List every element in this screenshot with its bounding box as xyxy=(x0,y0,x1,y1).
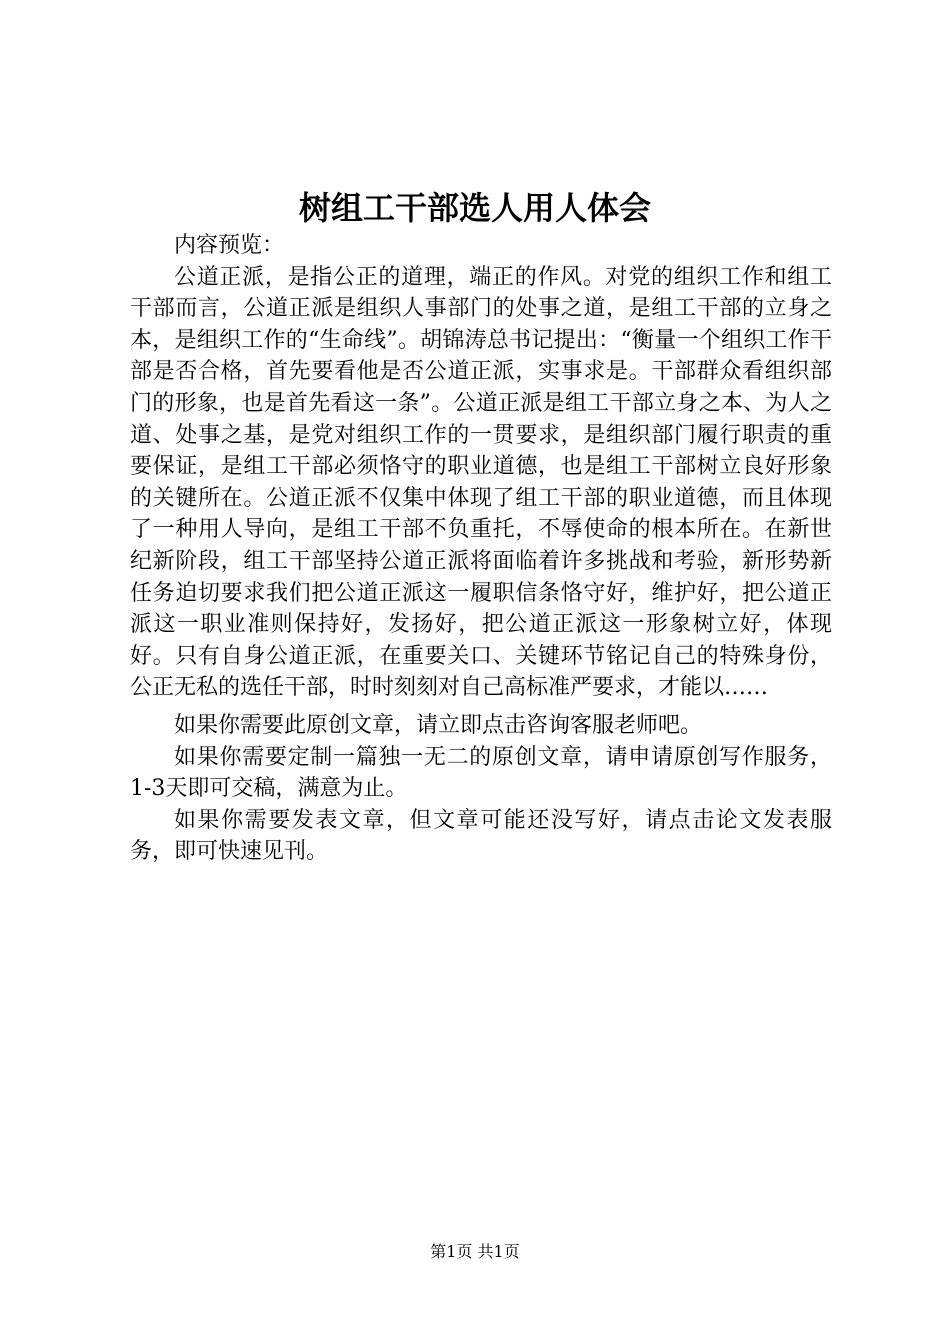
document-title: 树组工干部选人用人体会 xyxy=(298,189,651,227)
promo-publish-link[interactable]: 如果你需要发表文章，但文章可能还没写好，请点击论文发表服务，即可快速见刊。 xyxy=(130,807,832,865)
preview-label: 内容预览： xyxy=(174,233,285,258)
promo-consult-link[interactable]: 如果你需要此原创文章，请立即点击咨询客服老师吧。 xyxy=(174,712,703,738)
body-paragraph: 公道正派，是指公正的道理，端正的作风。对党的组织工作和组工干部而言，公道正派是组织人事部门的处事之道，是组工干部的立身之本，是组织工作的“生命线”。胡锦涛总书记提出：“衡量一个组织工作干部是否合格，首先要看他是否公道正派，实事求是。干部群众看组织部门的形象，也是首先看这一条”。公道正派是组工干部立身之本、为人之道、处事之基，是党对组织工作的一贯要求，是组织部门履行职责的重要保证，是组工干部必须恪守的职业道德，也是组工干部树立良好形象的关键所在。公道正派不仅集中体现了组工干部的职业道德，而且体现了一种用人导向，是组工干部不负重托，不辱使命的根本所在。在新世纪新阶段，组工干部坚持公道正派将面临着许多挑战和考验，新形势新任务迫切要求我们把公道正派这一履职信条恪守好，维护好，把公道正派这一职业准则保持好，发扬好，把公道正派这一形象树立好，体现好。只有自身公道正派，在重要关口、关键环节铭记自己的特殊身份，公正无私的选任干部，时时刻刻对自己高标准严要求，才能以…… xyxy=(130,264,832,701)
page-footer: 第1页 共1页 xyxy=(430,1242,520,1261)
document-content xyxy=(130,230,832,868)
promo-custom-writing-link[interactable]: 如果你需要定制一篇独一无二的原创文章，请申请原创写作服务，1-3天即可交稿，满意为止。 xyxy=(130,744,832,802)
